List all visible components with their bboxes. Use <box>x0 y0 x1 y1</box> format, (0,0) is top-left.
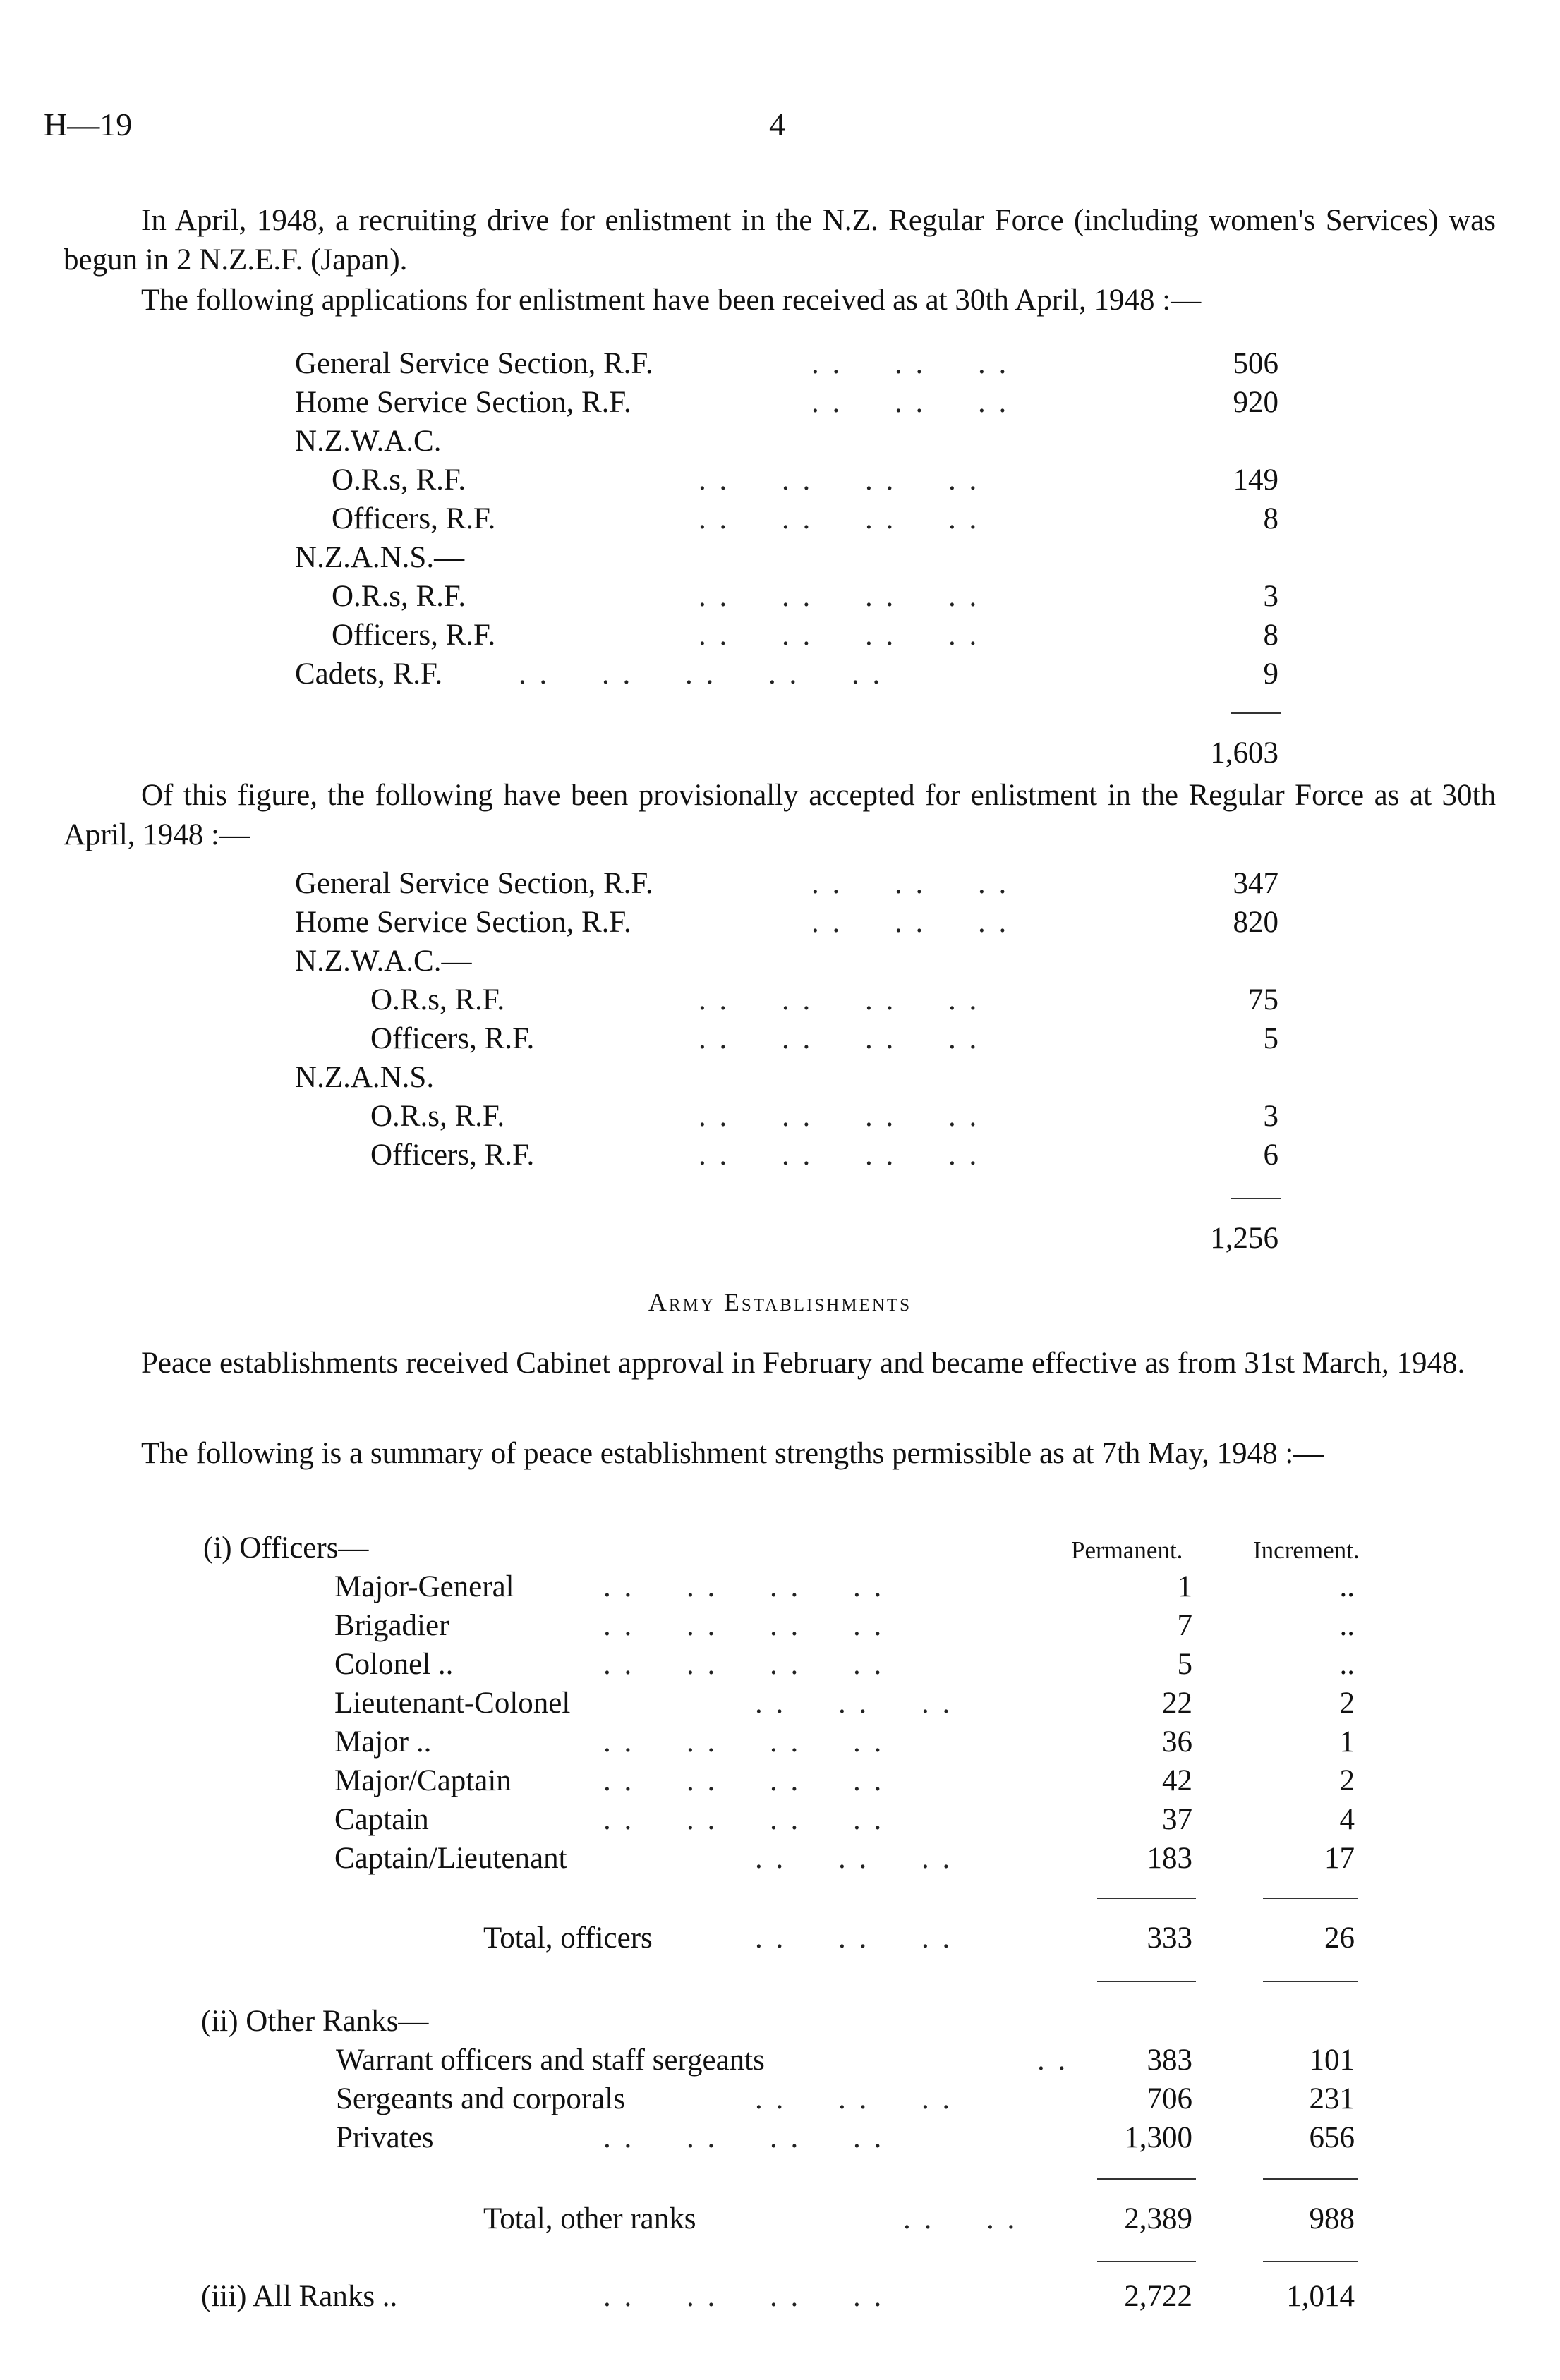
table-row: Major-General . . . . . . . . 1 .. <box>334 1570 1355 1603</box>
other-ranks-section-title: (ii) Other Ranks— <box>201 2005 429 2038</box>
officers-total-row: Total, officers . . . . . . 333 26 <box>483 1921 1355 1955</box>
table-row: Captain/Lieutenant . . . . . . 183 17 <box>334 1842 1355 1875</box>
list-item: Officers, R.F. . . . . . . . . 6 <box>370 1139 1278 1172</box>
total-rule <box>1263 1981 1358 1982</box>
total-rule <box>1097 2178 1196 2180</box>
list-item: N.Z.W.A.C.— <box>295 945 472 978</box>
accepted-intro: Of this figure, the following have been provisionally accepted for enlistment in the Regular Force as at 30th April, 1948 :— <box>64 779 1496 851</box>
applications-intro: The following applications for enlistment have been received as at 30th April, 1948 :— <box>141 284 1202 317</box>
total-rule <box>1097 1981 1196 1982</box>
accepted-total: 1,256 <box>1210 1222 1278 1255</box>
total-rule <box>1231 1198 1281 1199</box>
table-row: Privates . . . . . . . . 1,300 656 <box>336 2121 1355 2154</box>
summary-intro: The following is a summary of peace establishment strengths permissible as at 7th May, 1948 :— <box>141 1437 1324 1470</box>
intro-paragraph: In April, 1948, a recruiting drive for enlistment in the N.Z. Regular Force (including women's Services) was begun in 2 N.Z.E.F. (Japan). <box>64 204 1496 277</box>
list-item: Cadets, R.F. . . . . . . . . . . 9 <box>295 657 1278 691</box>
list-item: O.R.s, R.F. . . . . . . . . 3 <box>332 580 1278 613</box>
list-item: O.R.s, R.F. . . . . . . . . 75 <box>370 983 1278 1016</box>
table-row: Colonel .. . . . . . . . . 5 .. <box>334 1648 1355 1681</box>
list-item: General Service Section, R.F. . . . . . . 506 <box>295 347 1278 380</box>
other-ranks-total-row: Total, other ranks . . . . 2,389 988 <box>483 2202 1355 2235</box>
total-rule <box>1097 1898 1196 1899</box>
list-item: Officers, R.F. . . . . . . . . 5 <box>370 1022 1278 1055</box>
list-item: O.R.s, R.F. . . . . . . . . 149 <box>332 463 1278 497</box>
table-row: Captain . . . . . . . . 37 4 <box>334 1803 1355 1836</box>
page-number: 4 <box>769 107 785 142</box>
table-row: Major .. . . . . . . . . 36 1 <box>334 1725 1355 1759</box>
table-row: Brigadier . . . . . . . . 7 .. <box>334 1609 1355 1642</box>
column-header-increment: Increment. <box>1253 1536 1360 1564</box>
applications-total: 1,603 <box>1210 736 1278 770</box>
column-header-permanent: Permanent. <box>1071 1536 1183 1564</box>
officers-section-title: (i) Officers— <box>203 1531 369 1565</box>
total-rule <box>1263 2261 1358 2262</box>
list-item: O.R.s, R.F. . . . . . . . . 3 <box>370 1100 1278 1133</box>
total-rule <box>1231 712 1281 714</box>
establishments-paragraph: Peace establishments received Cabinet approval in February and became effective as from 31st March, 1948. <box>141 1347 1465 1380</box>
total-rule <box>1263 2178 1358 2180</box>
report-code: H—19 <box>44 107 133 142</box>
table-row: Warrant officers and staff sergeants . . 383 101 <box>336 2044 1355 2077</box>
table-row: Major/Captain . . . . . . . . 42 2 <box>334 1764 1355 1797</box>
list-item: General Service Section, R.F. . . . . . . 347 <box>295 867 1278 900</box>
section-heading: Army Establishments <box>648 1288 912 1316</box>
list-item: Home Service Section, R.F. . . . . . . 820 <box>295 906 1278 939</box>
table-row: Lieutenant-Colonel . . . . . . 22 2 <box>334 1687 1355 1720</box>
list-item: N.Z.W.A.C. <box>295 425 442 458</box>
total-rule <box>1097 2261 1196 2262</box>
list-item: Officers, R.F. . . . . . . . . 8 <box>332 619 1278 652</box>
list-item: Home Service Section, R.F. . . . . . . 920 <box>295 386 1278 419</box>
table-row: Sergeants and corporals . . . . . . 706 231 <box>336 2082 1355 2115</box>
total-rule <box>1263 1898 1358 1899</box>
list-item: Officers, R.F. . . . . . . . . 8 <box>332 502 1278 535</box>
list-item: N.Z.A.N.S. <box>295 1061 435 1094</box>
list-item: N.Z.A.N.S.— <box>295 541 465 574</box>
all-ranks-total-row: (iii) All Ranks .. . . . . . . . . 2,722 1,014 <box>201 2280 1355 2313</box>
